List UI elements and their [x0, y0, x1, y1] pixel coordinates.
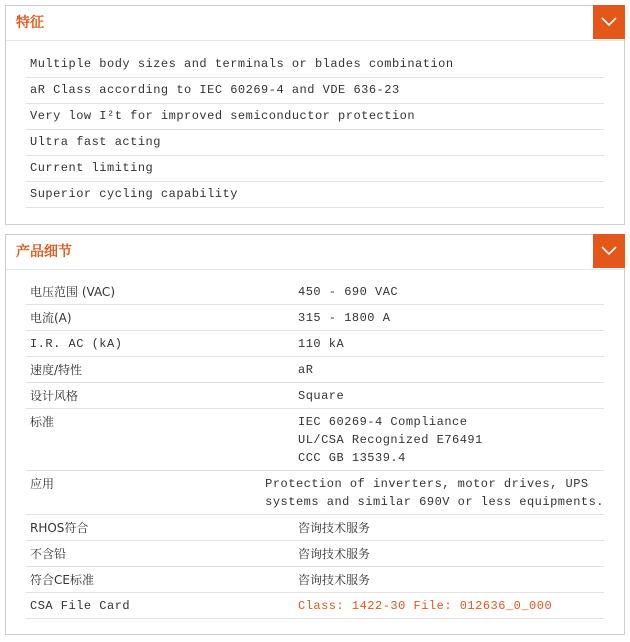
- spec-label: 符合CE标准: [30, 573, 94, 587]
- spec-row-current: [26, 305, 604, 331]
- spec-label: 不含铅: [30, 547, 67, 561]
- spec-label: RHOS符合: [30, 521, 89, 535]
- spec-value: aR: [298, 363, 314, 377]
- feature-item: Current limiting: [26, 156, 604, 182]
- spec-row-speed: [26, 357, 604, 383]
- spec-row-standards: [26, 409, 604, 471]
- spec-label: 速度/特性: [30, 363, 83, 377]
- spec-row-rohs: [26, 515, 604, 541]
- spec-value: 咨询技术服务: [298, 547, 371, 561]
- details-collapse-toggle[interactable]: [593, 234, 625, 268]
- feature-item: Very low I²t for improved semiconductor protection: [26, 104, 604, 130]
- features-panel: [5, 5, 625, 225]
- spec-label: 电流(A): [30, 311, 72, 325]
- features-panel-header[interactable]: [6, 6, 624, 41]
- spec-label: I.R. AC (kA): [30, 337, 123, 351]
- chevron-down-icon: [601, 244, 617, 258]
- spec-label: 设计风格: [30, 389, 79, 403]
- spec-value: CCC GB 13539.4: [298, 451, 406, 465]
- spec-value: 110 kA: [298, 337, 345, 351]
- spec-value: Square: [298, 389, 345, 403]
- details-panel-header[interactable]: [6, 235, 624, 270]
- spec-label: 电压范围 (VAC): [30, 285, 115, 299]
- features-list: [26, 52, 604, 208]
- spec-label: 标准: [30, 415, 55, 429]
- product-details-panel: [5, 234, 625, 635]
- spec-row-application: [26, 471, 604, 515]
- spec-value: 315 - 1800 A: [298, 311, 391, 325]
- spec-row-ce: [26, 567, 604, 593]
- chevron-down-icon: [601, 15, 617, 29]
- feature-item: Superior cycling capability: [26, 182, 604, 208]
- spec-value: systems and similar 690V or less equipments.: [265, 495, 604, 509]
- feature-item: aR Class according to IEC 60269-4 and VDE 636-23: [26, 78, 604, 104]
- spec-label: 应用: [30, 477, 55, 491]
- spec-row-lead-free: [26, 541, 604, 567]
- spec-value: IEC 60269-4 Compliance: [298, 415, 468, 429]
- spec-value: 咨询技术服务: [298, 573, 371, 587]
- spec-label: CSA File Card: [30, 599, 131, 613]
- spec-value: 450 - 690 VAC: [298, 285, 399, 299]
- features-panel-title: 特征: [16, 15, 44, 31]
- features-collapse-toggle[interactable]: [593, 5, 625, 39]
- spec-value: UL/CSA Recognized E76491: [298, 433, 483, 447]
- spec-row-design-style: [26, 383, 604, 409]
- feature-item: Multiple body sizes and terminals or blades combination: [26, 52, 604, 78]
- specs-table: [26, 279, 604, 619]
- csa-file-card-link[interactable]: Class: 1422-30 File: 012636_0_000: [298, 599, 553, 613]
- spec-row-voltage: [26, 279, 604, 305]
- spec-row-interrupt-rating: [26, 331, 604, 357]
- spec-value: 咨询技术服务: [298, 521, 371, 535]
- feature-item: Ultra fast acting: [26, 130, 604, 156]
- spec-row-csa-file-card: [26, 593, 604, 619]
- details-panel-title: 产品细节: [16, 244, 72, 260]
- spec-value: Protection of inverters, motor drives, UPS: [265, 477, 589, 491]
